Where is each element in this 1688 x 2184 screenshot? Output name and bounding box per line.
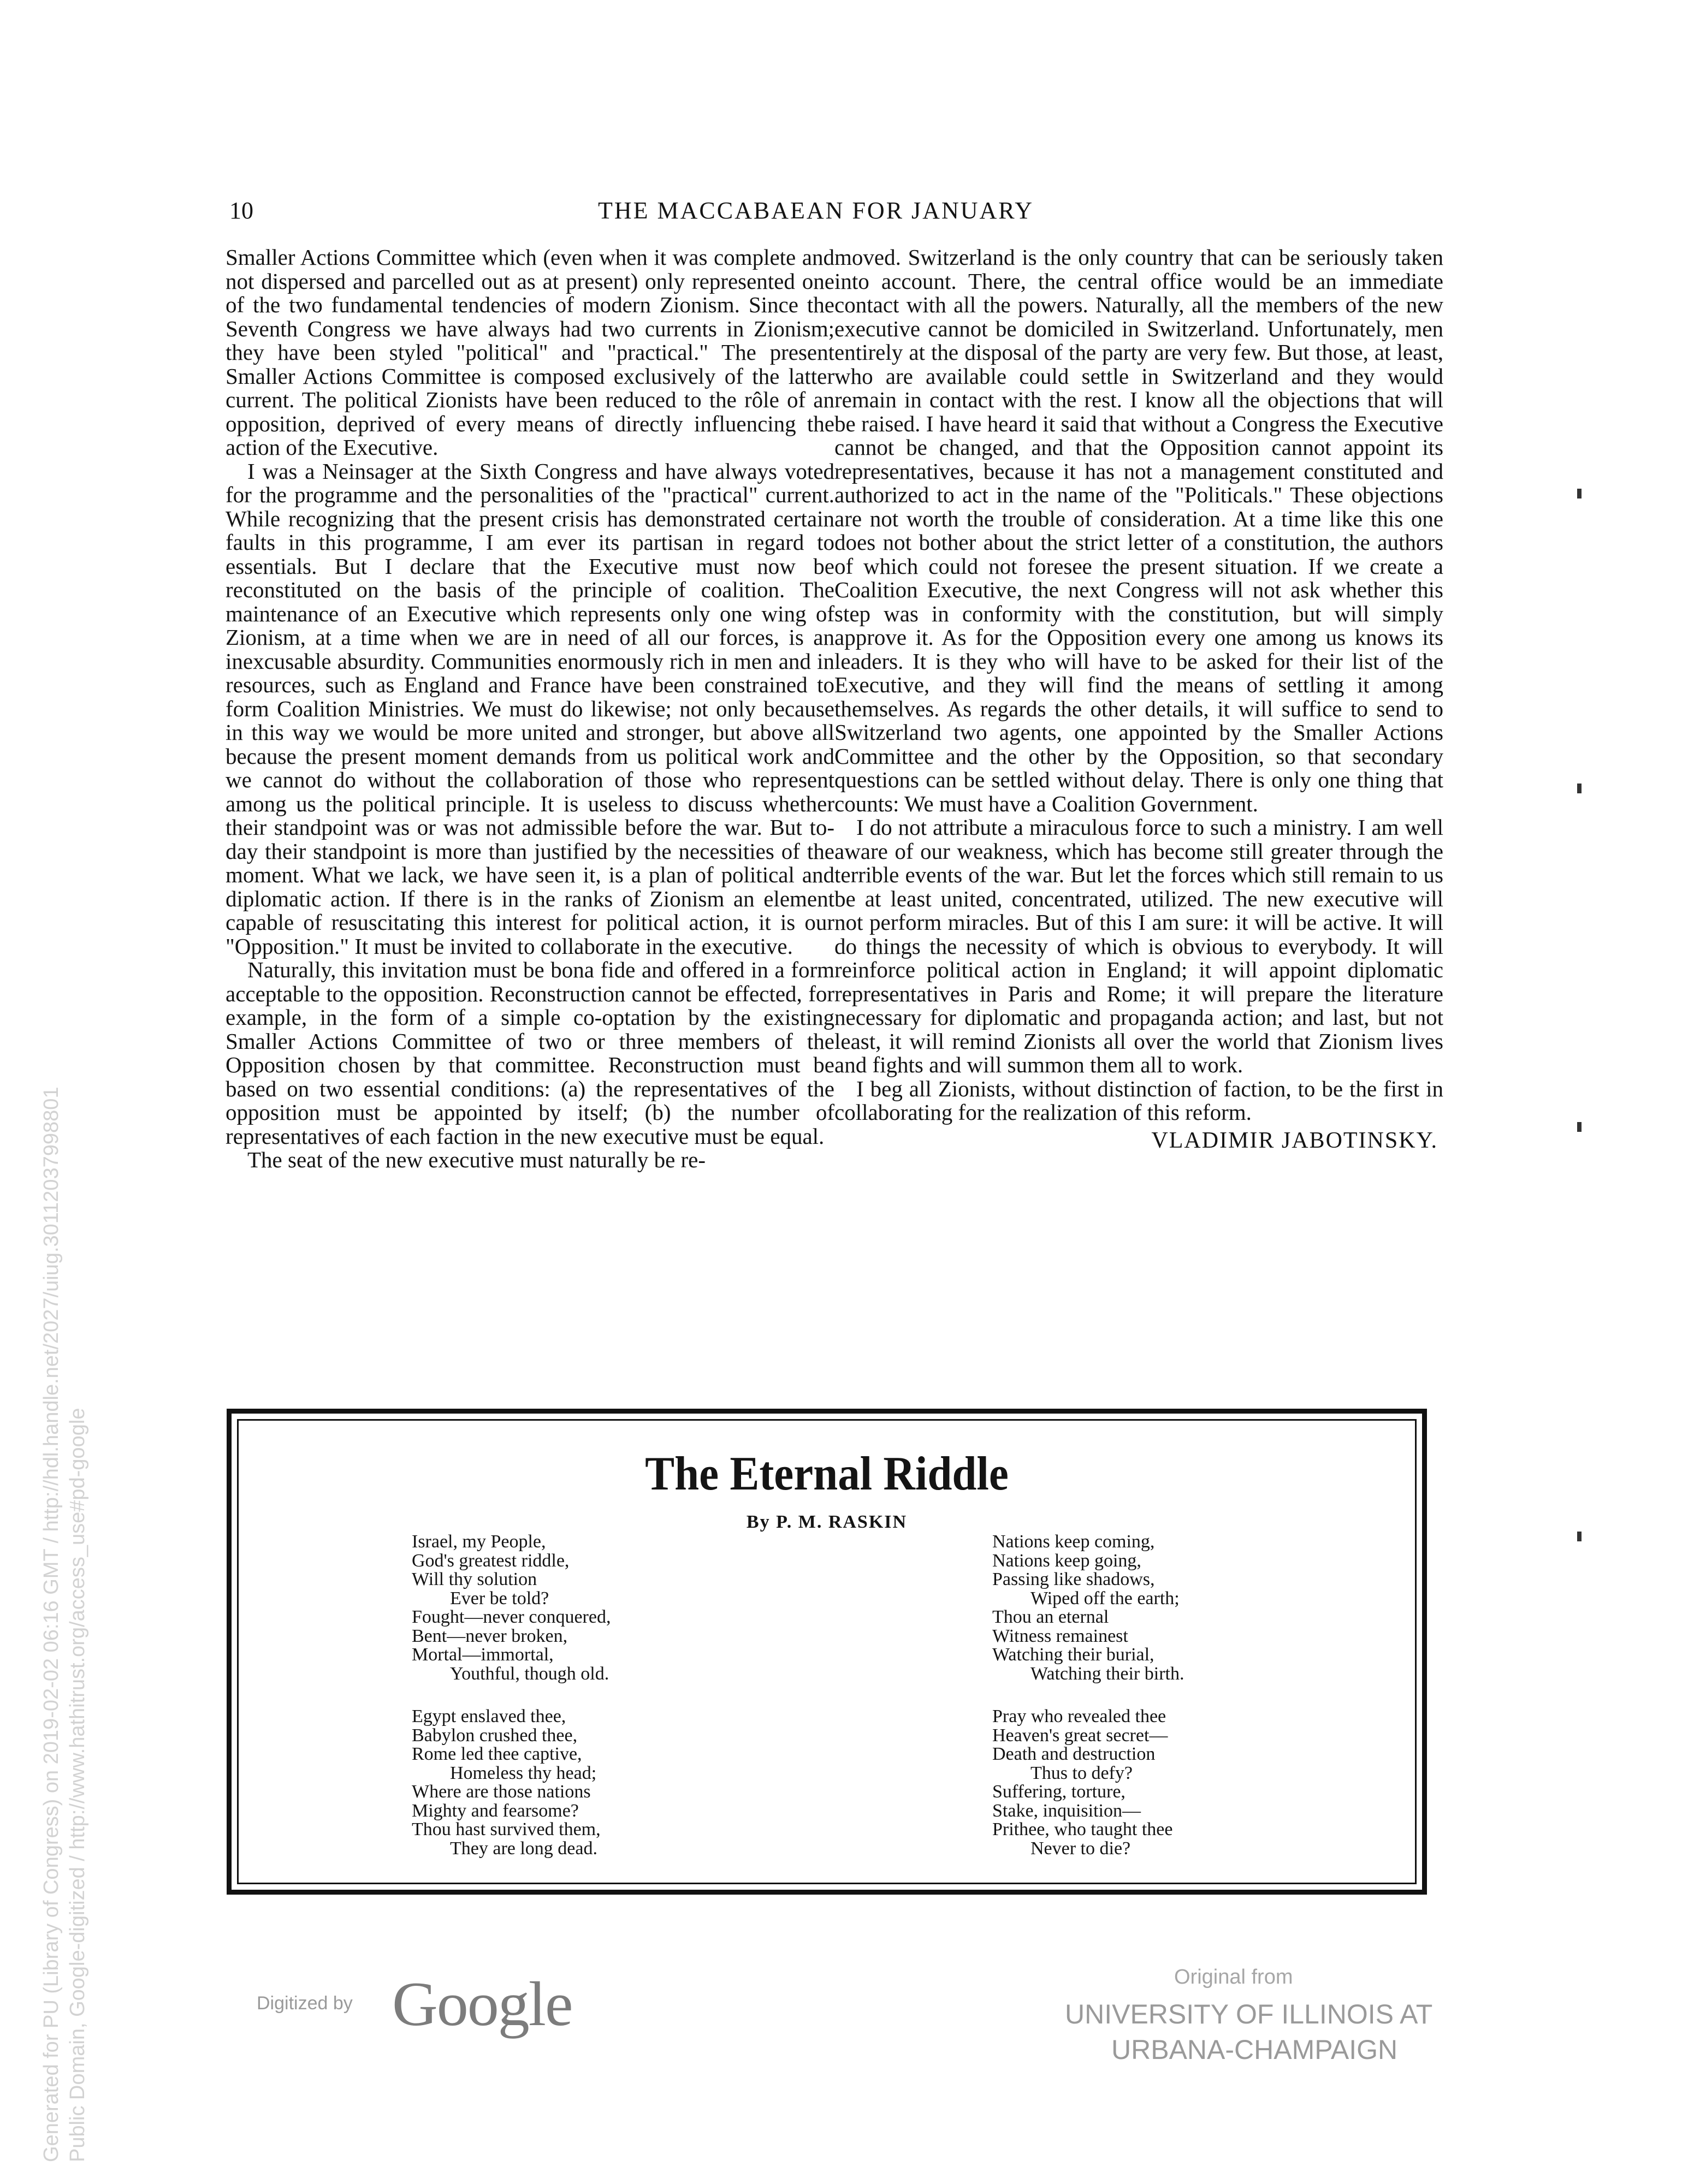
article-paragraph: Naturally, this invitation must be bona fide and offered in a form acceptable to the opposition. Reconstruction cannot be effected, for example, in the form of a simple co-optation by the existing Smaller Actions Committee of two or three members of the Opposition chosen by that committee. Reconstruction must be based on two essential conditions: (a) the representatives of the opposition must be appointed by itself; (b) the number of representatives of each faction in the new executive must be equal. [226, 957, 834, 1149]
article-paragraph: I beg all Zionists, without distinction of faction, to be the first in collaborating for the realization of this reform. [834, 1076, 1443, 1125]
article-right-column [834, 246, 1443, 1153]
side-watermark [38, 197, 91, 2162]
margin-mark [1577, 1122, 1582, 1132]
poem-line: Mortal—immortal, [412, 1645, 554, 1665]
poem-line: Watching their birth. [1030, 1663, 1184, 1684]
margin-mark [1577, 489, 1582, 498]
author-signature: VLADIMIR JABOTINSKY. [1151, 1127, 1438, 1153]
poem-line: Mighty and fearsome? [412, 1800, 579, 1821]
poem-line: Watching their burial, [992, 1645, 1154, 1665]
poem-title: The Eternal Riddle [645, 1447, 1009, 1500]
poem-line: Nations keep coming, [992, 1532, 1155, 1552]
article-left-column [226, 246, 834, 1172]
article-paragraph: Smaller Actions Committee which (even when it was complete and not dispersed and parcelled out as at present) only represented one of the two fundamental tendencies of modern Zionism. Since the Seventh Congress we have always had two currents in Zionism; they have been styled "political" and "practical." The present Smaller Actions Committee is composed exclusively of the latter current. The political Zionists have been reduced to the rôle of an opposition, deprived of every means of directly influencing the action of the Executive. [226, 245, 834, 460]
poem-byline: By P. M. RASKIN [746, 1512, 908, 1532]
source-library-line-2: URBANA-CHAMPAIGN [1111, 2034, 1398, 2065]
poem-line: Israel, my People, [412, 1532, 546, 1552]
poem-line: Bent—never broken, [412, 1625, 568, 1646]
article-paragraph: The seat of the new executive must naturally be re- [247, 1147, 706, 1172]
poem-stanza [992, 1707, 1172, 1858]
poem-line: God's greatest riddle, [412, 1550, 570, 1571]
poem-line: They are long dead. [450, 1838, 597, 1859]
poem-line: Where are those nations [412, 1782, 591, 1802]
article-paragraph: moved. Switzerland is the only country that can be seriously taken into account. There, the central office would be an immediate contact with all the powers. Naturally, all the members of the new executive cannot be domiciled in Switzerland. Unfortunately, men entirely at the disposal of the party are very few. But those, at least, who are available could settle in Switzerland and they would remain in contact with the rest. I know all the objections that will be raised. I have heard it said that without a Congress the Executive cannot be changed, and that the Opposition cannot appoint its representatives, because it has not a management constituted and authorized to act in the name of the "Politicals." These objections are not worth the trouble of consideration. At a time like this one does not bother about the strict letter of a constitution, the authors of which could not foresee the present situation. If we create a Coalition Executive, the next Congress will not ask whether this step was in conformity with the constitution, but will simply approve it. As for the Opposition every one among us knows its leaders. It is they who will have to be asked for their list of the Executive, and they will find the means of settling it among themselves. As regards the other details, it will suffice to send to Switzerland two agents, one appointed by the Smaller Actions Committee and the other by the Opposition, so that secondary questions can be settled without delay. There is only one thing that counts: We must have a Coalition Government. [834, 245, 1443, 816]
running-head: THE MACCABAEAN FOR JANUARY [598, 197, 1034, 224]
poem-stanza [992, 1533, 1184, 1683]
poem-line: Nations keep going, [992, 1550, 1141, 1571]
poem-line: Homeless thy head; [450, 1762, 597, 1783]
poem-line: Pray who revealed thee [992, 1706, 1166, 1726]
digitized-by-label: Digitized by [257, 1993, 353, 2014]
poem-line: Never to die? [1030, 1838, 1131, 1859]
margin-mark [1577, 1532, 1582, 1541]
poem-stanza [412, 1707, 601, 1858]
poem-line: Thou an eternal [992, 1607, 1109, 1627]
article-paragraph: I was a Neinsager at the Sixth Congress and have always voted for the programme and the personalities of the "practical" current. While recognizing that the present crisis has demonstrated certain faults in this programme, I am ever its partisan in regard to essentials. But I declare that the Executive must now be reconstituted on the basis of the principle of coalition. The maintenance of an Executive which represents only one wing of Zionism, at a time when we are in need of all our forces, is an inexcusable absurdity. Communities enormously rich in men and in resources, such as England and France have been constrained to form Coalition Ministries. We must do likewise; not only because in this way we would be more united and stronger, but above all because the present moment demands from us political work and we cannot do without the collaboration of those who represent among us the political principle. It is useless to discuss whether their standpoint was or was not admissible before the war. But to-day their standpoint is more than justified by the necessities of the moment. What we lack, we have seen it, is a plan of political and diplomatic action. If there is in the ranks of Zionism an element capable of resuscitating this interest for political action, it is our "Opposition." It must be invited to collaborate in the executive. [226, 458, 834, 959]
poem-line: Prithee, who taught thee [992, 1819, 1173, 1839]
watermark-line: Public Domain, Google-digitized / http://www.hathitrust.org/access_use#pd-google [66, 1408, 89, 2162]
poem-line: Babylon crushed thee, [412, 1725, 578, 1746]
poem-line: Youthful, though old. [450, 1663, 609, 1684]
poem-line: Heaven's great secret— [992, 1725, 1168, 1746]
article-paragraph: I do not attribute a miraculous force to such a ministry. I am well aware of our weakness, which has become still greater through the terrible events of the war. But let the forces which still remain to us be at least united, concentrated, utilized. The new executive will not perform miracles. But of this I am sure: it will be active. It will do things the necessity of which is obvious to everybody. It will reinforce political action in England; it will appoint diplomatic representatives in Paris and Rome; it will prepare the literature necessary for diplomatic and propaganda action; and last, but not least, it will remind Zionists all over the world that Zionism lives and fights and will summon them all to work. [834, 815, 1443, 1077]
poem-line: Stake, inquisition— [992, 1800, 1141, 1821]
google-logo: Google [392, 1969, 572, 2039]
poem-line: Fought—never conquered, [412, 1607, 611, 1627]
poem-line: Death and destruction [992, 1744, 1156, 1764]
poem-line: Thus to defy? [1030, 1762, 1133, 1783]
poem-line: Suffering, torture, [992, 1782, 1126, 1802]
margin-mark [1577, 784, 1582, 793]
page-number: 10 [229, 197, 253, 224]
poem-box [227, 1409, 1427, 1895]
poem-line: Rome led thee captive, [412, 1744, 582, 1764]
poem-line: Will thy solution [412, 1569, 537, 1589]
original-from-label: Original from [1174, 1966, 1293, 1989]
watermark-line: Generated for PU (Library of Congress) on 2019-02-02 06:16 GMT / http://hdl.handle.net/2027/uiug.30112037998801 [40, 1087, 63, 2162]
poem-line: Passing like shadows, [992, 1569, 1155, 1589]
poem-line: Thou hast survived them, [412, 1819, 601, 1839]
poem-line: Egypt enslaved thee, [412, 1706, 566, 1726]
poem-line: Wiped off the earth; [1030, 1588, 1180, 1609]
poem-stanza [412, 1533, 611, 1683]
poem-line: Witness remainest [992, 1625, 1128, 1646]
source-library-line-1: UNIVERSITY OF ILLINOIS AT [1065, 1999, 1433, 2029]
poem-line: Ever be told? [450, 1588, 549, 1609]
